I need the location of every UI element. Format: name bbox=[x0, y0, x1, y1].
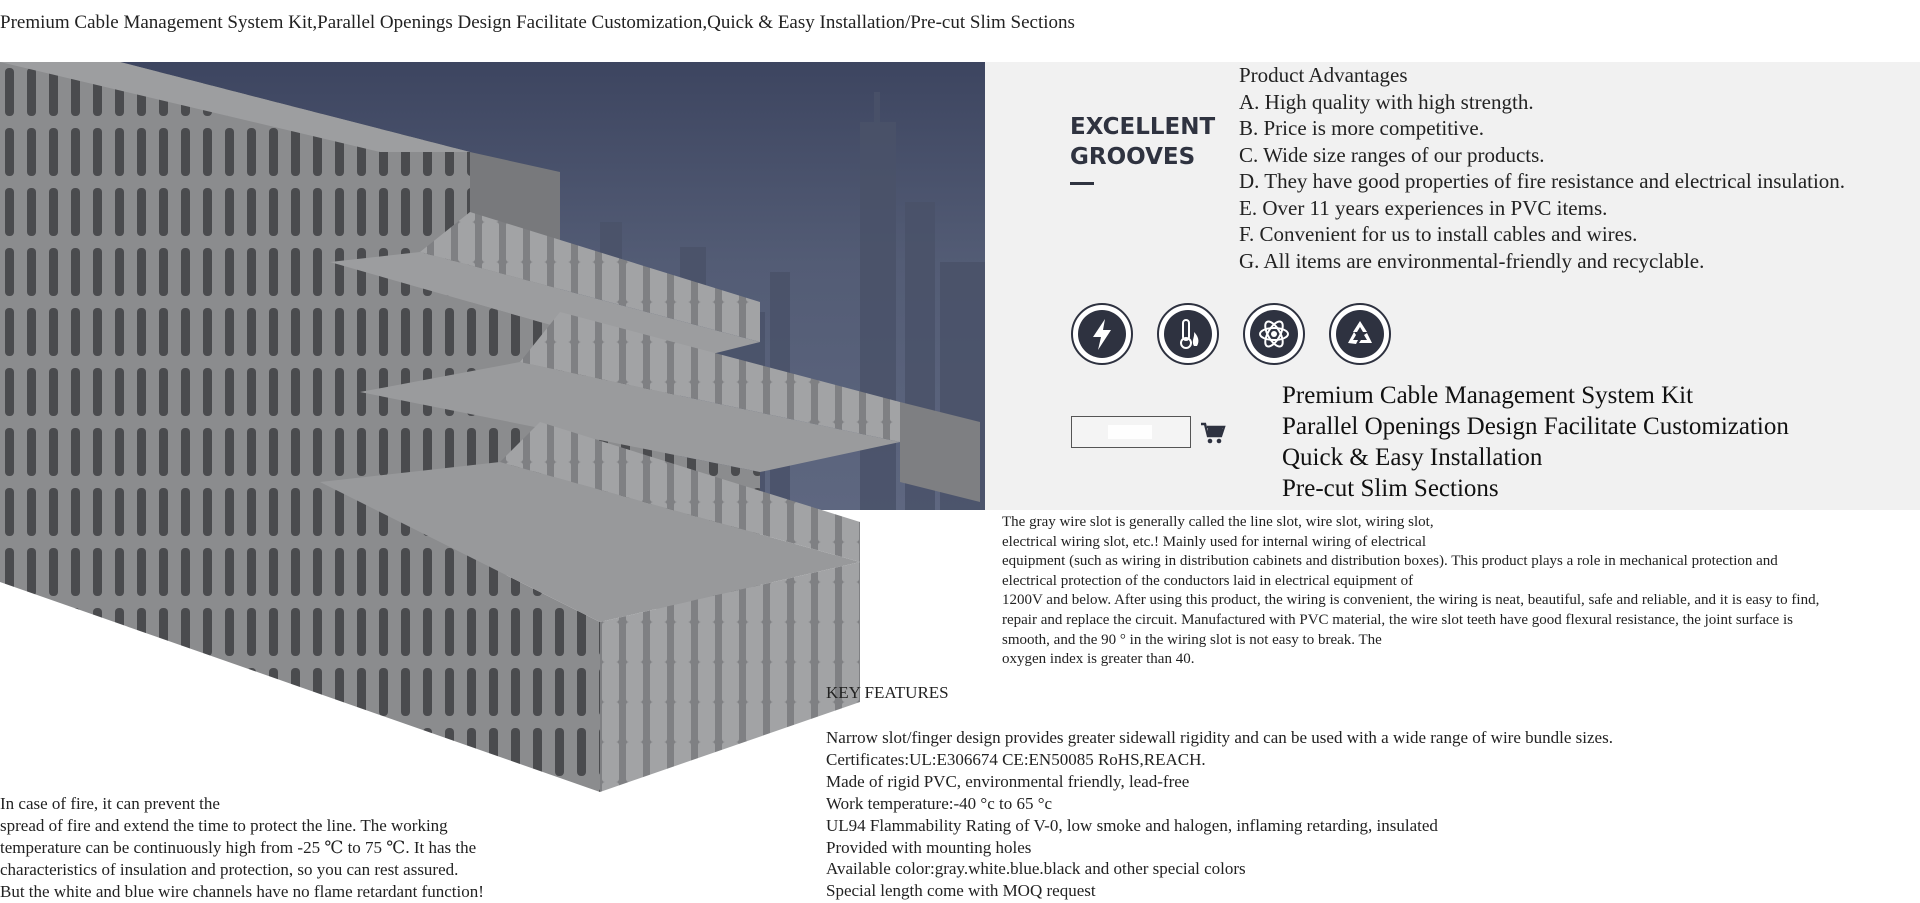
heading-underline bbox=[1070, 182, 1094, 185]
advantage-item: G. All items are environmental-friendly and recyclable. bbox=[1239, 248, 1705, 273]
description-line: electrical protection of the conductors laid in electrical equipment of bbox=[1002, 572, 1414, 589]
description-line: The gray wire slot is generally called the line slot, wire slot, wiring slot, bbox=[1002, 514, 1434, 530]
key-feature-item: Certificates:UL:E306674 CE:EN50085 RoHS,REACH. bbox=[826, 749, 1206, 769]
key-feature-item: Made of rigid PVC, environmental friendly, lead-free bbox=[826, 771, 1190, 791]
feature-headline: Quick & Easy Installation bbox=[1282, 444, 1543, 471]
fire-note-line: characteristics of insulation and protection, so you can rest assured. bbox=[0, 859, 459, 879]
advantage-item: F. Convenient for us to install cables and wires. bbox=[1239, 222, 1638, 246]
recycle-icon bbox=[1329, 303, 1391, 365]
description-line: repair and replace the circuit. Manufactured with PVC material, the wire slot teeth have good flexural resistance, the joint surface is bbox=[1002, 611, 1793, 628]
heading-line-1: EXCELLENT bbox=[1070, 114, 1216, 140]
key-feature-item: UL94 Flammability Rating of V-0, low smoke and halogen, inflaming retarding, insulated bbox=[826, 815, 1438, 835]
advantage-item: E. Over 11 years experiences in PVC items. bbox=[1239, 195, 1608, 220]
thermometer-flame-icon bbox=[1157, 303, 1219, 365]
key-feature-item: Provided with mounting holes bbox=[826, 837, 1032, 857]
fire-note-line: In case of fire, it can prevent the bbox=[0, 794, 220, 813]
heading-line-2: GROOVES bbox=[1070, 144, 1196, 170]
cart-icon[interactable] bbox=[1200, 421, 1226, 445]
advantage-item: C. Wide size ranges of our products. bbox=[1239, 142, 1545, 167]
description-line: electrical wiring slot, etc.! Mainly used for internal wiring of electrical bbox=[1002, 533, 1427, 550]
key-features-title: KEY FEATURES bbox=[826, 683, 949, 702]
description-line: equipment (such as wiring in distribution cabinets and distribution boxes). This product plays a role in mechanical protection and bbox=[1002, 553, 1778, 570]
feature-headline: Parallel Openings Design Facilitate Customization bbox=[1282, 413, 1789, 440]
fire-note-line: But the white and blue wire channels have no flame retardant function! bbox=[0, 881, 484, 901]
feature-headlines bbox=[1282, 380, 1789, 504]
key-feature-item: Work temperature:-40 °c to 65 °c bbox=[826, 793, 1053, 813]
description-line: 1200V and below. After using this product, the wiring is convenient, the wiring is neat, beautiful, safe and reliable, and it is easy to find, bbox=[1002, 592, 1820, 609]
fire-safety-note bbox=[0, 793, 484, 903]
description-line: oxygen index is greater than 40. bbox=[1002, 651, 1195, 668]
fire-note-line: spread of fire and extend the time to protect the line. The working bbox=[0, 815, 448, 835]
product-description bbox=[1002, 513, 1920, 670]
quantity-input-box[interactable] bbox=[1071, 416, 1191, 448]
feature-headline: Pre-cut Slim Sections bbox=[1282, 475, 1499, 502]
input-glare bbox=[1108, 425, 1152, 439]
advantage-item: D. They have good properties of fire resistance and electrical insulation. bbox=[1239, 169, 1846, 193]
product-advantages bbox=[1239, 62, 1920, 274]
key-feature-item: Special length come with MOQ request bbox=[826, 881, 1096, 901]
page-title: Premium Cable Management System Kit,Parallel Openings Design Facilitate Customization,Quick & Easy Installation/Pre-cut Slim Sections bbox=[0, 12, 1075, 33]
advantages-title: Product Advantages bbox=[1239, 63, 1408, 87]
description-line: smooth, and the 90 ° in the wiring slot is not easy to break. The bbox=[1002, 631, 1382, 648]
atom-icon bbox=[1243, 303, 1305, 365]
advantage-item: B. Price is more competitive. bbox=[1239, 116, 1484, 140]
feature-headline: Premium Cable Management System Kit bbox=[1282, 382, 1694, 409]
fire-note-line: temperature can be continuously high from -25 ℃ to 75 ℃. It has the bbox=[0, 837, 477, 857]
key-feature-item: Narrow slot/finger design provides greater sidewall rigidity and can be used with a wide range of wire bundle sizes. bbox=[826, 728, 1613, 747]
excellent-grooves-heading bbox=[1070, 112, 1215, 185]
key-features-list bbox=[826, 727, 1613, 902]
key-feature-item: Available color:gray.white.blue.black and other special colors bbox=[826, 859, 1246, 879]
lightning-icon bbox=[1071, 303, 1133, 365]
advantage-item: A. High quality with high strength. bbox=[1239, 89, 1534, 114]
